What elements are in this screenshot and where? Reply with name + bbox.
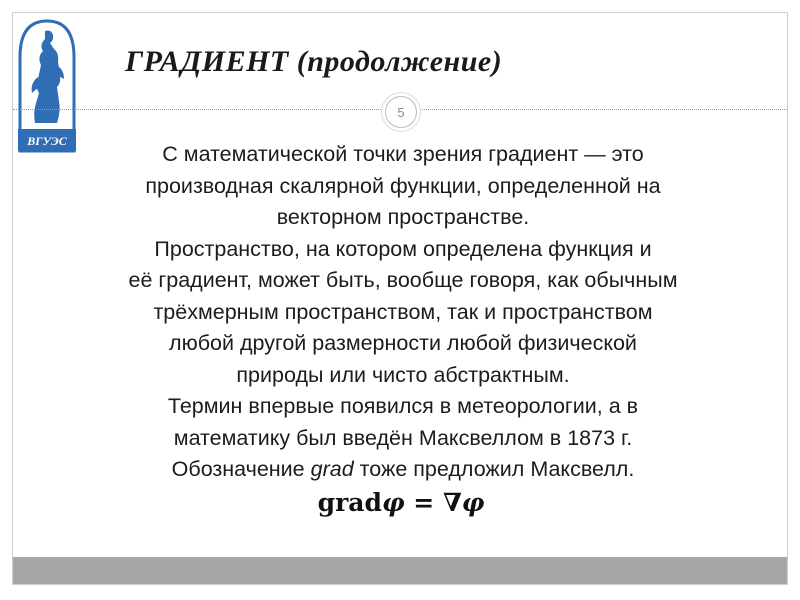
paragraph-space: [33, 234, 773, 392]
text-line: математику был введён Максвеллом в 1873 г.: [173, 425, 633, 450]
slide-body: [33, 139, 773, 486]
university-logo: [16, 17, 78, 157]
formula-equals: =: [404, 488, 443, 517]
text-line: векторном пространстве.: [276, 205, 530, 229]
formula-phi: φ: [381, 488, 405, 517]
text-line: трёхмерным пространством, так и пространством: [153, 299, 653, 324]
text-line: Пространство, на котором определена функция и: [154, 236, 652, 261]
formula-phi: φ: [461, 488, 485, 517]
text-line: Обозначение grad тоже предложил Максвелл.: [171, 457, 635, 481]
text-line: С математической точки зрения градиент — это: [162, 142, 644, 166]
text-line: производная скалярной функции, определенной на: [145, 173, 661, 198]
gradient-formula: [13, 488, 788, 517]
paragraph-history: [33, 391, 773, 486]
formula-grad: grad: [317, 488, 382, 517]
formula-nabla: ∇: [442, 488, 462, 517]
text-line: её градиент, может быть, вообще говоря, как обычным: [128, 268, 678, 292]
footer-bar: [13, 557, 788, 584]
text-line: Термин впервые появился в метеорологии, а в: [167, 394, 639, 418]
slide-title: ГРАДИЕНТ (продолжение): [125, 45, 503, 78]
slide: [12, 12, 788, 585]
text-line: любой другой размерности любой физической: [169, 331, 637, 355]
page-number-badge: 5: [385, 96, 417, 128]
text-line: природы или чисто абстрактным.: [236, 362, 570, 387]
paragraph-definition: [33, 139, 773, 234]
logo-text: ВГУЭС: [27, 134, 67, 148]
